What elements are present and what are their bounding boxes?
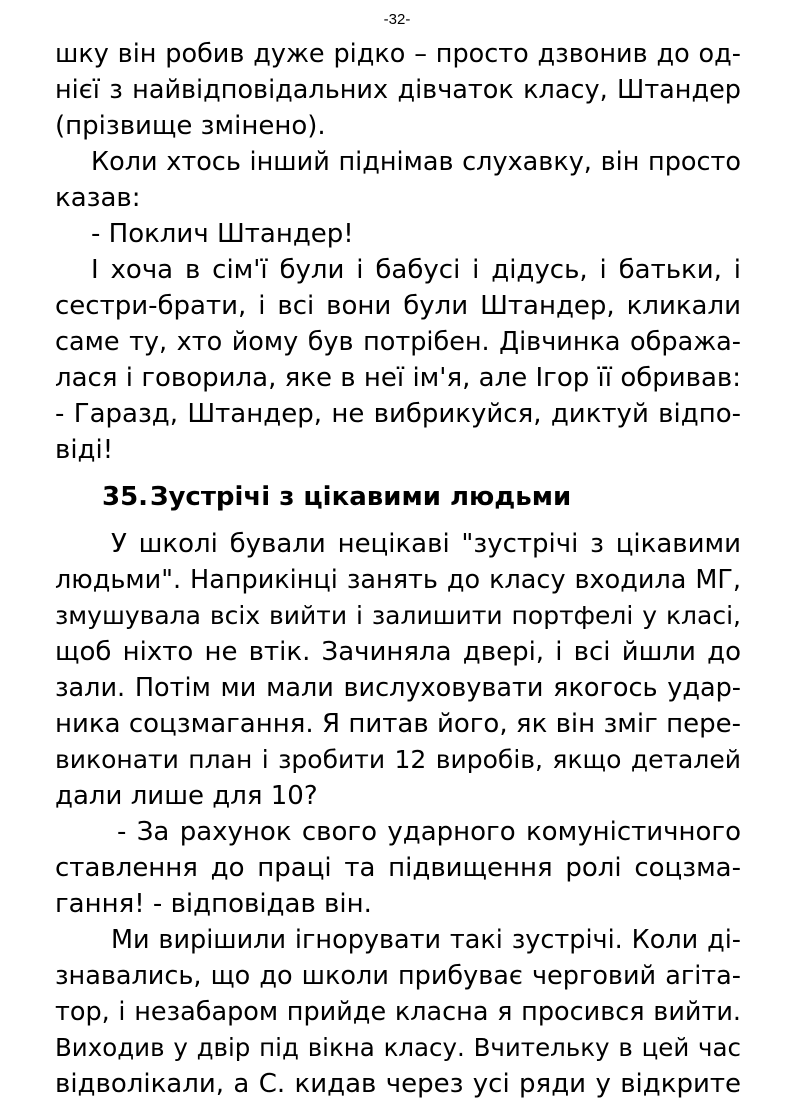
section-heading — [55, 468, 741, 526]
text-line: Виходив у двір під вікна класу. Вчительку в цей час — [55, 1033, 741, 1062]
text-line: виконати план і зробити 12 виробів, якщо деталей — [55, 745, 741, 774]
page-number: -32- — [383, 11, 411, 28]
text-line: відволікали, а С. кидав через усі ряди у відкрите — [55, 1069, 741, 1099]
text-line: знавались, що до школи прибуває черговий агіта- — [55, 961, 741, 991]
text-line: Ми вирішили ігнорувати такі зустрічі. Коли ді- — [111, 925, 741, 955]
text-line: (прізвище змінено). — [55, 111, 326, 141]
text-line: ника соцзмагання. Я питав його, як він зміг пере- — [55, 709, 741, 739]
page-body — [55, 36, 741, 1102]
text-line: У школі бували нецікаві "зустрічі з цікавими — [111, 529, 741, 559]
section-number: 35. — [102, 482, 149, 512]
text-line: - Гаразд, Штандер, не вибрикуйся, диктуй відпо- — [55, 399, 741, 429]
text-line: щоб ніхто не втік. Зачиняла двері, і всі йшли до — [55, 637, 741, 667]
text-line: І хоча в сім'ї були і бабусі і дідусь, і батьки, і — [91, 255, 741, 285]
text-line: тор, і незабаром прийде класна я просився вийти. — [55, 997, 741, 1027]
text-line: казав: — [55, 183, 141, 213]
text-line: віді! — [55, 435, 114, 465]
text-line: людьми". Наприкінці занять до класу входила МГ, — [55, 565, 741, 595]
text-line: дали лише для 10? — [55, 781, 318, 811]
text-line: нієї з найвідповідальних дівчаток класу, Штандер — [55, 75, 741, 105]
text-line: - За рахунок свого ударного комуністичного — [117, 817, 741, 847]
text-line: - Поклич Штандер! — [91, 219, 354, 249]
text-line: ставлення до праці та підвищення ролі соцзма- — [55, 853, 741, 883]
text-line: саме ту, хто йому був потрібен. Дівчинка обража- — [55, 327, 741, 357]
text-line: шку він робив дуже рідко – просто дзвонив до од- — [55, 39, 741, 69]
text-line: гання! - відповідав він. — [55, 889, 372, 919]
text-line: змушувала всіх вийти і залишити портфелі у класі, — [55, 601, 741, 630]
text-line: лася і говорила, яке в неї ім'я, але Ігор її обривав: — [55, 363, 741, 393]
text-line: Коли хтось інший піднімав слухавку, він просто — [91, 147, 741, 177]
section-title: Зустрічі з цікавими людьми — [150, 482, 572, 512]
text-line: зали. Потім ми мали вислуховувати якогось удар- — [55, 673, 741, 703]
text-line: сестри-брати, і всі вони були Штандер, кликали — [55, 291, 741, 321]
